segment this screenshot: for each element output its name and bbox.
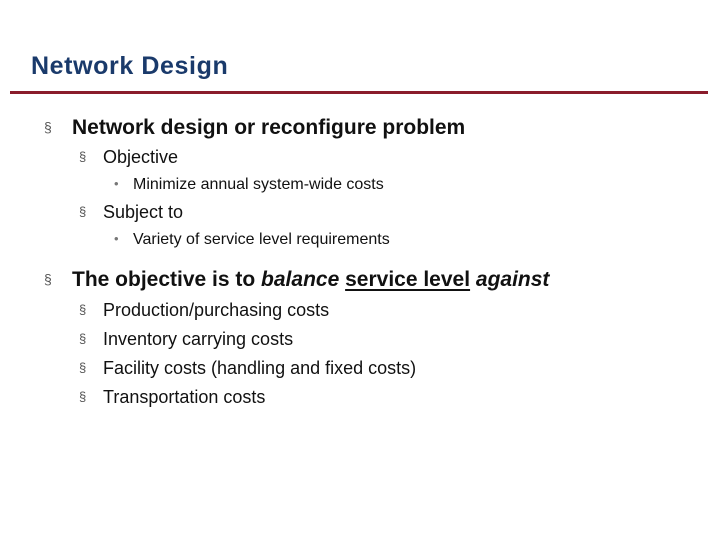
bullet-marker: § (79, 149, 87, 164)
bullet-minimize-costs (114, 176, 384, 194)
bullet-cost-item (79, 358, 417, 379)
bullet-text: Facility costs (handling and fixed costs) (103, 358, 417, 378)
emphasis-against: against (475, 268, 550, 291)
bullet-marker: § (79, 204, 87, 219)
bullet-text: Objective (103, 147, 179, 167)
title-divider (10, 91, 708, 94)
bullet-text: Production/purchasing costs (103, 300, 330, 320)
bullet-cost-item (79, 329, 294, 350)
bullet-text: Minimize annual system-wide costs (133, 176, 384, 193)
bullet-marker: • (114, 176, 119, 191)
bullet-cost-item (79, 387, 266, 408)
bullet-cost-item (79, 300, 330, 321)
bullet-marker: § (44, 119, 52, 135)
bullet-text: Inventory carrying costs (103, 329, 294, 349)
bullet-marker: § (79, 360, 87, 375)
underlined-service-level: service level (345, 268, 471, 291)
bullet-marker: § (79, 331, 87, 346)
bullet-marker: § (79, 389, 87, 404)
bullet-marker: § (79, 302, 87, 317)
bullet-text: Transportation costs (103, 387, 266, 407)
slide-title: Network Design (31, 52, 229, 80)
bullet-objective (79, 147, 179, 168)
bullet-marker: § (44, 271, 52, 287)
bullet-text: Network design or reconfigure problem (72, 116, 466, 139)
bullet-balance-objective (44, 268, 550, 292)
bullet-text: Subject to (103, 202, 184, 222)
bullet-subject-to (79, 202, 184, 223)
bullet-text: Variety of service level requirements (133, 231, 390, 248)
bullet-marker: • (114, 231, 119, 246)
emphasis-balance: balance (261, 268, 340, 291)
bullet-network-design (44, 116, 466, 140)
bullet-text-part: The objective is to (72, 268, 262, 291)
bullet-service-requirements (114, 231, 390, 249)
